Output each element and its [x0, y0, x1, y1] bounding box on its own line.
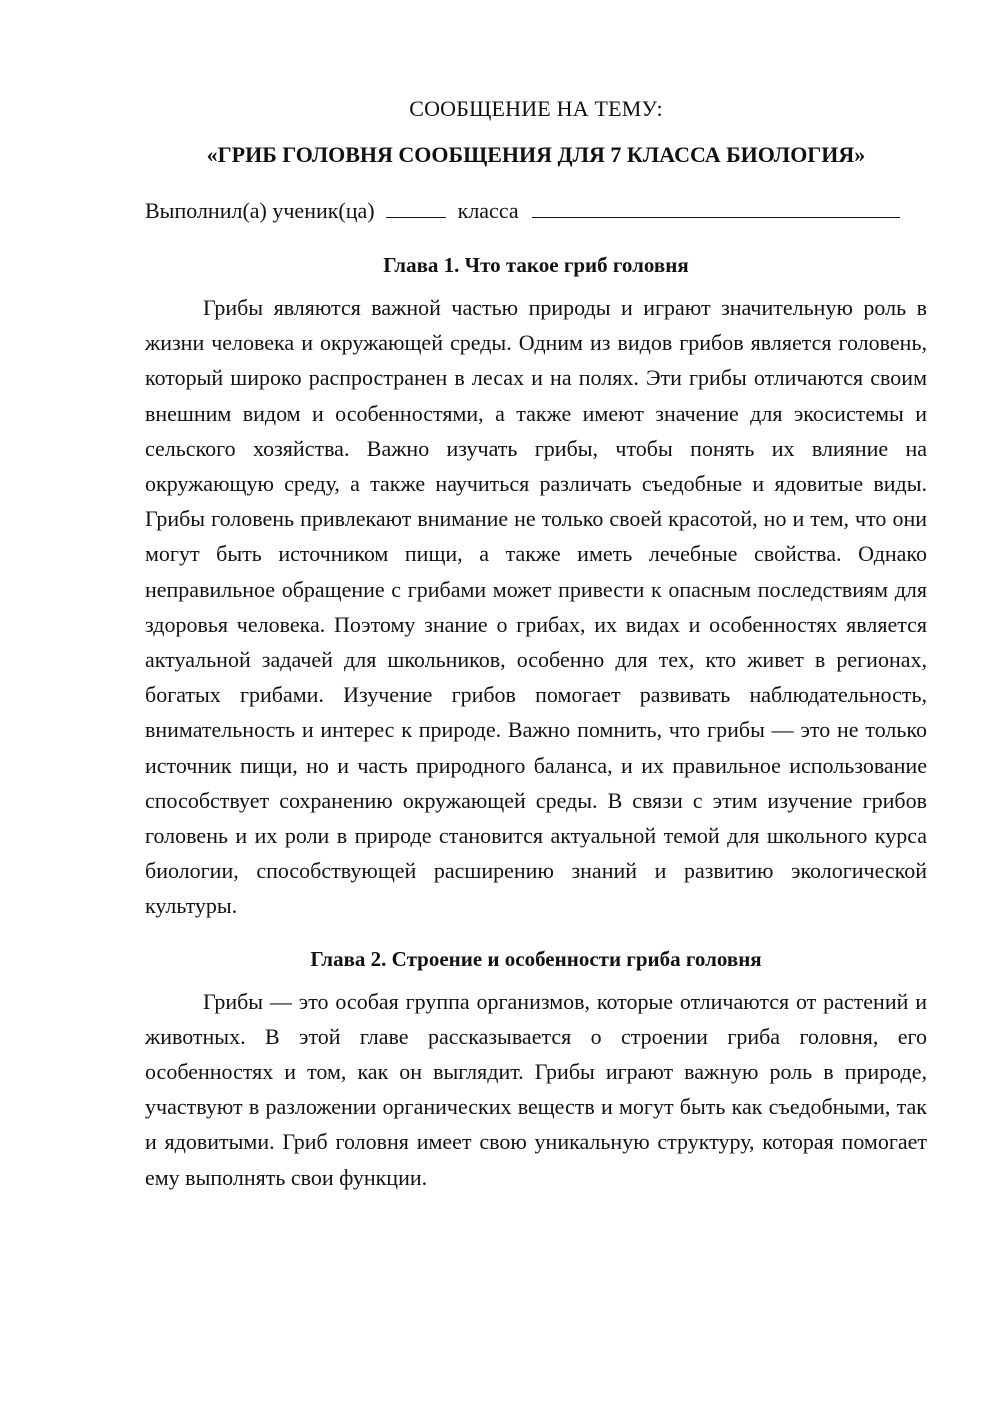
chapter-2-paragraph: Грибы — это особая группа организмов, которые отличаются от растений и животных. В этой главе рассказывается о строении гриба головня, его особенностях и том, как он выглядит. Грибы играют важную роль в природе, участвуют в разложении органических веществ и могут быть как съедобными, так и ядовитыми. Гриб головня имеет свою уникальную структуру, которая помогает ему выполнять свои функции.: [145, 988, 927, 1190]
author-line: [145, 194, 927, 228]
document-label: СООБЩЕНИЕ НА ТЕМУ:: [409, 96, 663, 121]
chapter-2-heading: Глава 2. Строение и особенности гриба головня: [310, 946, 762, 971]
author-prefix: Выполнил(а) ученик(ца): [145, 198, 375, 223]
chapter-1-heading: Глава 1. Что такое гриб головня: [383, 253, 689, 277]
document-body: [145, 92, 927, 1195]
author-middle: класса: [457, 198, 519, 223]
student-name-blank: [532, 195, 900, 218]
class-number-blank: [386, 195, 446, 218]
chapter-1-paragraph: Грибы являются важной частью природы и играют значительную роль в жизни человека и окружающей среды. Одним из видов грибов является головень, который широко распространен в лесах и на полях. Эти грибы отличаются своим внешним видом и особенностями, а также имеют значение для экосистемы и сельского хозяйства. Важно изучать грибы, чтобы понять их влияние на окружающую среду, а также научиться различать съедобные и ядовитые виды. Грибы головень привлекают внимание не только своей красотой, но и тем, что они могут быть источником пищи, а также иметь лечебные свойства. Однако неправильное обращение с грибами может привести к опасным последствиям для здоровья человека. Поэтому знание о грибах, их видах и особенностях является актуальной задачей для школьников, особенно для тех, кто живет в регионах, богатых грибами. Изучение грибов помогает развивать наблюдательность, внимательность и интерес к природе. Важно помнить, что грибы — это не только источник пищи, но и часть природного баланса, и их правильное использование способствует сохранению окружающей среды. В связи с этим изучение грибов головень и их роли в природе становится актуальной темой для школьного курса биологии, способствующей расширению знаний и развитию экологической культуры.: [145, 295, 927, 919]
document-title: «ГРИБ ГОЛОВНЯ СООБЩЕНИЯ ДЛЯ 7 КЛАССА БИОЛОГИЯ»: [206, 142, 866, 167]
